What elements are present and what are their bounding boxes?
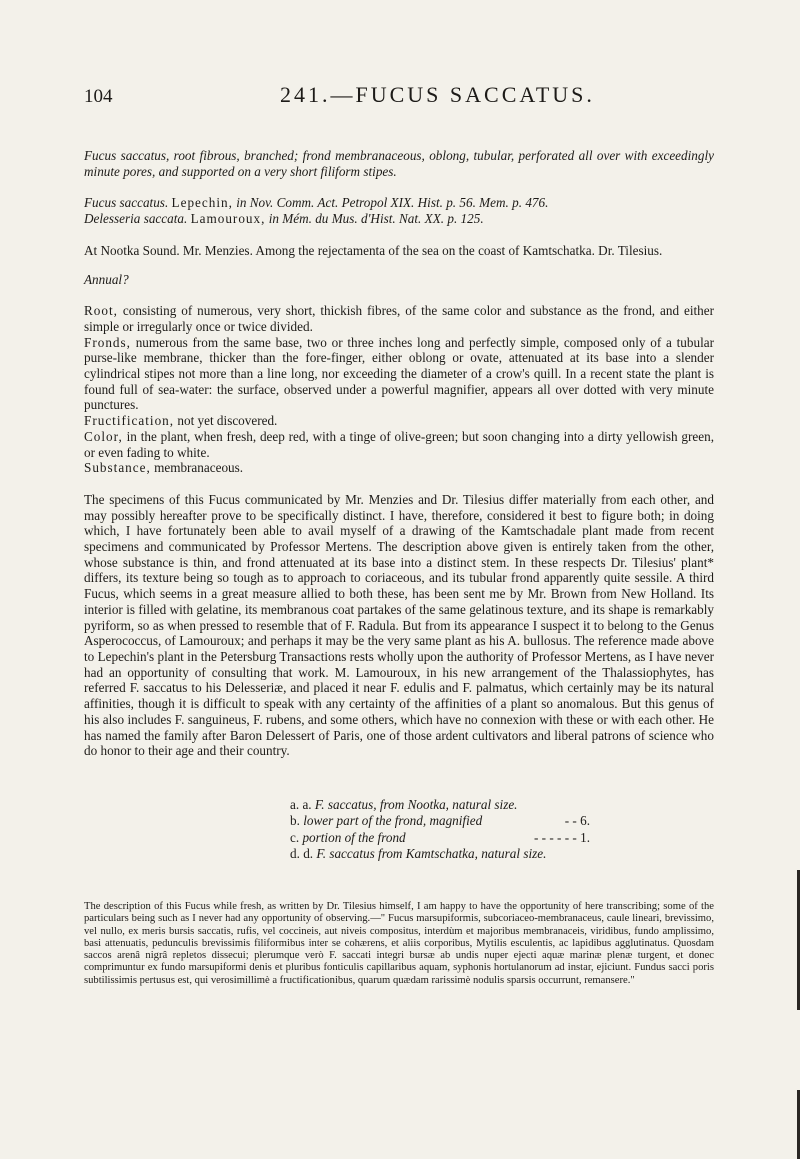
desc-root-term: Root,	[84, 303, 118, 319]
synonym-2	[84, 211, 714, 227]
duration	[84, 272, 714, 288]
discussion: The specimens of this Fucus communicated by Mr. Menzies and Dr. Tilesius differ materially from each other, and may possibly hereafter prove to be specifically distinct. I have, therefore, considered it best to figure both; in doing which, I have fortunately been able to avail myself of a drawing of the Kamtschadale plant made from recent specimens and communicated by Professor Mertens. The description above given is entirely taken from the other, whose substance is thin, and frond attenuated at its base into a distinct stem. In these respects Dr. Tilesius' plant* differs, its texture being so tough as to approach to coriaceous, and its tubular frond apparently quite sessile. A third Fucus, which seems in a great measure allied to both these, has been sent me by Mr. Brown from New Holland. Its interior is filled with gelatine, its membranous coat partakes of the same gelatinous texture, and its shape is remarkably pyriform, so as when pressed to resemble that of F. Radula. But from its appearance I suspect it to belong to the Genus Asperococcus, of Lamouroux; and perhaps it may be the very same plant as his A. bullosus. The reference made above to Lepechin's plant in the Petersburg Transactions rests wholly upon the authority of Professor Mertens, as I have never had an opportunity of consulting that work. M. Lamouroux, in his new arrangement of the Thalassiophytes, has referred F. saccatus to his Delesseriæ, and placed it near F. edulis and F. palmatus, which certainly may be its natural affinities, though it is difficult to speak with any certainty of the affinities of a plant so anomalous. But this genus of his also includes F. sanguineus, F. rubens, and some others, which have no connexion with these or with each other. He has named the family after Baron Delessert of Paris, one of those ardent cultivators and liberal patrons of science who do honor to their age and their country.	[84, 491, 714, 759]
desc-fructification-term: Fructification,	[84, 413, 175, 429]
diagnosis-text: Fucus saccatus, root fibrous, branched; frond membranaceous, oblong, tubular, perforated all over with exceedingly minute pores, and supported on a very short filiform stipes.	[84, 148, 714, 179]
synonym-1-name: Fucus saccatus.	[84, 195, 169, 211]
fig-c	[290, 830, 406, 847]
description	[84, 303, 714, 476]
desc-fructification	[84, 413, 714, 429]
fig-c-label: c.	[290, 829, 300, 845]
fig-d-label: d. d.	[290, 846, 314, 862]
desc-color-text: in the plant, when fresh, deep red, with a tinge of olive-green; but soon changing into a dirty yellowish green, or even fading to white.	[84, 428, 714, 460]
figure-legend	[290, 797, 590, 863]
desc-root-text: consisting of numerous, very short, thickish fibres, of the same color and substance as the frond, and either simple or irregularly once or twice divided.	[84, 303, 714, 334]
synonym-1	[84, 195, 714, 211]
page-number: 104	[84, 86, 113, 107]
synonym-1-ref: in Nov. Comm. Act. Petropol XIX. Hist. p. 56. Mem. p. 476.	[236, 195, 549, 211]
desc-fronds	[84, 335, 714, 414]
desc-fructification-text: not yet discovered.	[174, 413, 278, 429]
running-title: 241.—FUCUS SACCATUS.	[280, 82, 595, 107]
fig-a	[290, 797, 517, 814]
fig-a-text: F. saccatus, from Nootka, natural size.	[314, 796, 518, 812]
fig-b-text: lower part of the frond, magnified	[303, 813, 483, 829]
synonymy	[84, 195, 714, 226]
synonym-2-author: Lamouroux,	[190, 211, 266, 227]
fig-a-label: a. a.	[290, 796, 312, 812]
footnote	[84, 901, 714, 987]
desc-fronds-term: Fronds,	[84, 334, 131, 350]
figure-legend-row	[290, 813, 590, 830]
synonym-2-ref: in Mém. du Mus. d'Hist. Nat. XX. p. 125.	[268, 211, 484, 227]
page-header	[84, 82, 716, 112]
duration-text: Annual?	[84, 271, 129, 287]
figure-legend-row	[290, 830, 590, 847]
fig-b	[290, 813, 482, 830]
synonym-1-author: Lepechin,	[171, 195, 233, 211]
figure-legend-row	[290, 797, 590, 814]
habitat-text: At Nootka Sound. Mr. Menzies. Among the rejectamenta of the sea on the coast of Kamtschatka. Dr. Tilesius.	[84, 242, 663, 258]
desc-color-term: Color,	[84, 428, 123, 444]
footnote-text: The description of this Fucus while fresh, as written by Dr. Tilesius himself, I am happy to have the opportunity of here transcribing; some of the particulars being such as I never had any opportunity of observing.—" Fucus marsupiformis, subcoriaceo-membranaceus, caule lineari, brevissimo, vel nullo, ex meris bursis saccatis, rufis, vel coccineis, aut niveis compositus, interdùm et majoribus membranaceis, viridibus, fundo amplissimo, basi attenuatis, pedunculis brevissimis filiformibus inter se cohærens, et aliis corporibus, Mytilis esculentis, ac lapidibus agglutinatus. Quosdam saccos arenâ nigrâ repletos dissecui; plerumque verò F. saccati integri bursæ ab undis nuper ejecti aquæ marinæ plenæ turgent, et donec comprimuntur ex fundo marsupiformi denis et pluribus fonticulis capillaribus aquam, syphonis hortulanorum ad instar, ejiciunt. Fundus sacci poris subtilissimis pertusus est, qui verosimillimè a fructificationibus, quarum quædam rarissimè nodulis sparsis occurrunt, remansere."	[84, 900, 714, 986]
fig-d	[290, 846, 546, 863]
diagnosis	[84, 148, 714, 179]
fig-b-mag: - - 6.	[564, 813, 590, 829]
habitat	[84, 243, 714, 287]
desc-substance-text: membranaceous.	[150, 460, 244, 476]
desc-fronds-text: numerous from the same base, two or three inches long and perfectly simple, composed only of a tubular purse-like membrane, thicker than the fore-finger, either oblong or ovate, attenuated at its base into a slender cylindrical stipes not more than a line long, nor exceeding the diameter of a crow's quill. In a recent state the plant is found full of sea-water: the surface, observed under a powerful magnifier, appears all over dotted with very minute punctures.	[84, 334, 714, 413]
figure-legend-row	[290, 846, 590, 863]
desc-substance-term: Substance,	[84, 460, 151, 476]
fig-d-text: F. saccatus from Kamtschatka, natural size.	[316, 846, 547, 862]
synonym-2-name: Delesseria saccata.	[84, 211, 188, 227]
desc-color	[84, 429, 714, 460]
article-body	[84, 148, 714, 987]
desc-substance	[84, 460, 714, 476]
fig-c-text: portion of the frond	[302, 829, 406, 845]
desc-root	[84, 303, 714, 334]
fig-b-label: b.	[290, 813, 300, 829]
fig-c-mag: - - - - - - 1.	[533, 829, 590, 845]
